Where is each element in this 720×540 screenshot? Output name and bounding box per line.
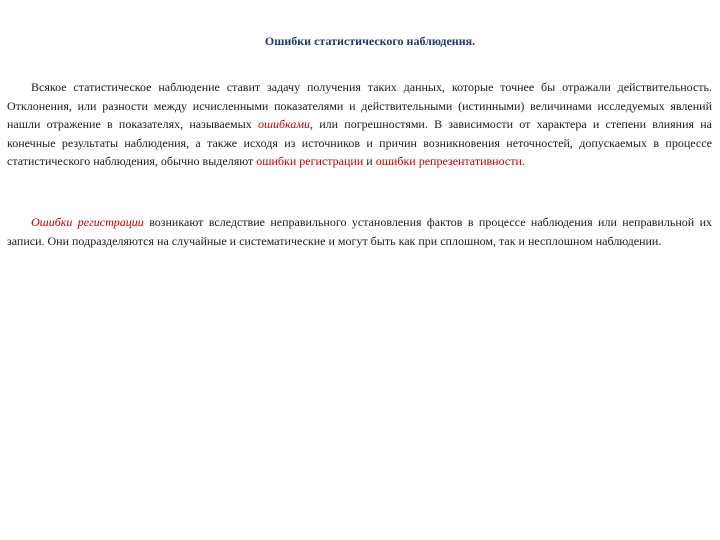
paragraph-text: возникают вследствие неправильного установления фактов в процессе наблюдения или неправильной их записи. Они подразделяются на случайные и систематические и могут быть как при сплошном, так и несплошном наблюдении. [7,215,712,248]
page-title: Ошибки статистического наблюдения. [264,34,476,48]
term-errors: ошибками [257,117,311,132]
term-representativeness-errors: ошибки репрезентативности [375,154,522,169]
paragraph-text: и [363,154,376,169]
term-registration-errors-heading: Ошибки регистрации [31,215,144,229]
paragraph-text: , или погрешностями. В зависимости от характера и степени влияния на конечные результаты наблюдения, а также исходя из источников и причин возникновения неточностей, допускаемых в процессе статистического наблюдения, обычно выделяют [7,117,712,169]
paragraph-registration-errors [7,213,712,250]
paragraph-text: . [521,154,525,169]
paragraph-intro [7,78,712,171]
term-registration-errors: ошибки регистрации [256,154,364,169]
paragraph-text: Всякое статистическое наблюдение ставит задачу получения таких данных, которые точнее бы отражали действительность. Отклонения, или разности между исчисленными показателями и действительными (истинными) величинами исследуемых явлений нашли отражение в показателях, называемых [7,80,712,132]
